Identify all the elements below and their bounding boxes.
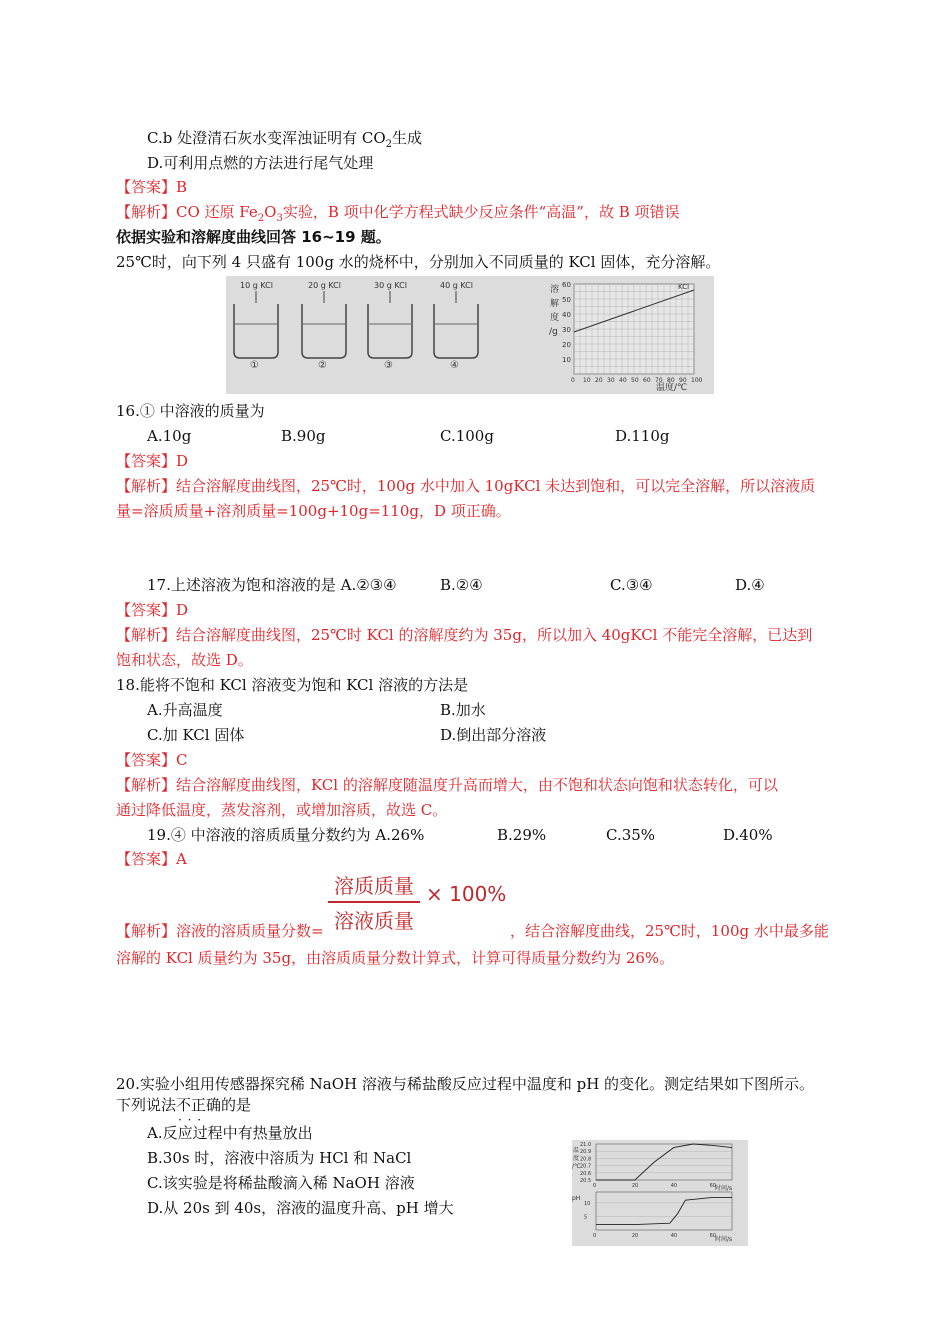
solubility-chart [549, 281, 703, 393]
sol-xtick-label: 40 [619, 377, 627, 384]
q15-answer: 【答案】B [116, 178, 188, 196]
ph-xtick-label: 60 [709, 1233, 716, 1239]
q18-option-c: C.加 KCl 固体 [147, 726, 245, 744]
temp-plot-area [596, 1144, 732, 1180]
q20-stem-2: 下列说法不正确 · · ·的是 [116, 1094, 251, 1116]
q16-option-d: D.110g [615, 427, 670, 445]
q19-analysis-1-post: ，结合溶解度曲线，25℃时，100g 水中最多能 [510, 922, 829, 940]
beaker-2 [302, 281, 346, 371]
q20-option-c: C.该实验是将稀盐酸滴入稀 NaOH 溶液 [147, 1174, 415, 1192]
q16-stem: 16.① 中溶液的质量为 [116, 402, 265, 420]
beaker-3-number: ③ [384, 360, 393, 371]
sol-xtick-label: 100 [691, 377, 703, 384]
sol-ytitle-1: 溶 [550, 285, 560, 295]
ph-curve [596, 1197, 732, 1224]
temp-ytick-label: 21.0 [580, 1142, 592, 1148]
sol-xtick-label: 90 [679, 377, 687, 384]
temp-xtick-label: 60 [709, 1183, 716, 1189]
temp-ytick-label: 20.7 [580, 1163, 592, 1170]
sol-ytick-label: 50 [562, 296, 571, 304]
q17-option-c: C.③④ [610, 576, 653, 594]
sol-xtick-label: 60 [643, 377, 651, 384]
mass-fraction-formula [328, 870, 507, 934]
beaker-4-label: 40 g KCl [440, 281, 473, 290]
q18-answer: 【答案】C [116, 751, 188, 769]
figure-temp-ph [572, 1140, 748, 1246]
q17-stem: 17.上述溶液为饱和溶液的是 A.②③④ [147, 576, 397, 594]
q19-analysis-1-pre: 【解析】溶液的溶质质量分数= [116, 922, 324, 940]
beaker-3-label: 30 g KCl [374, 281, 407, 290]
q19-option-b: B.29% [497, 826, 547, 844]
temp-ytick-label: 20.8 [580, 1156, 592, 1163]
q16-analysis-2: 量=溶质质量+溶剂质量=100g+10g=110g，D 项正确。 [116, 502, 511, 520]
group-heading: 依据实验和溶解度曲线回答 16~19 题。 [116, 228, 391, 246]
q17-option-d: D.④ [735, 576, 765, 594]
q16-answer: 【答案】D [116, 452, 189, 470]
q15-option-c: C.b 处澄清石灰水变浑浊证明有 $CO_2$生成 [147, 129, 423, 150]
sol-ytitle-3: 度 [550, 313, 560, 323]
ph-xtick-label: 20 [631, 1233, 639, 1239]
sol-xtitle: 温度/℃ [656, 383, 688, 393]
q16-option-c: C.100g [440, 427, 494, 445]
formula-numerator: 溶质质量 [334, 874, 414, 898]
sol-xtick-label: 10 [583, 377, 591, 384]
q19-stem: 19.④ 中溶液的溶质质量分数约为 A.26% [147, 826, 425, 844]
sol-xtick-label: 20 [595, 377, 603, 384]
temp-ytick-label: 20.5 [580, 1178, 592, 1184]
ph-ytick-label: 10 [584, 1200, 591, 1207]
q17-option-b: B.②④ [440, 576, 483, 594]
beaker-1-label: 10 g KCl [240, 281, 273, 290]
sol-ytick-label: 60 [562, 281, 571, 289]
q19-option-d: D.40% [723, 826, 773, 844]
temp-chart [580, 1142, 732, 1189]
figure-beakers-svg [226, 276, 714, 394]
q15-analysis: 【解析】CO 还原 $Fe_2O_3$实验，B 项中化学方程式缺少反应条件“高温”，故 B 项错误 [116, 203, 680, 224]
temp-xtick-label: 20 [631, 1183, 639, 1189]
q18-stem: 18.能将不饱和 KCl 溶液变为饱和 KCl 溶液的方法是 [116, 676, 469, 694]
q20-option-d: D.从 20s 到 40s，溶液的温度升高、pH 增大 [147, 1199, 454, 1217]
temp-ytick-label: 20.9 [580, 1149, 592, 1156]
sol-ytick-label: 30 [562, 326, 571, 334]
q18-option-d: D.倒出部分溶液 [440, 726, 547, 744]
ph-xlabel: 时间/s [715, 1236, 733, 1243]
beaker-1-number: ① [250, 360, 259, 371]
q20-option-a: A.反应过程中有热量放出 [147, 1124, 313, 1142]
q16-option-b: B.90g [281, 427, 326, 445]
sol-ytick-label: 40 [562, 311, 571, 319]
sol-xtick-label: 50 [631, 377, 639, 384]
beaker-4 [434, 281, 478, 371]
temp-ylabel-1: 温 [573, 1147, 580, 1154]
temp-ylabel-2: 度 [573, 1155, 580, 1162]
ph-ytick-label: 5 [584, 1214, 588, 1221]
temp-ylabel-3: /℃ [572, 1163, 581, 1170]
beaker-1 [234, 281, 278, 371]
q20-stem-1: 20.实验小组用传感器探究稀 NaOH 溶液与稀盐酸反应过程中温度和 pH 的变化。测定结果如下图所示。 [116, 1075, 815, 1093]
temp-curve [596, 1144, 732, 1180]
emphasis-not-correct: 不正确 · · · [176, 1096, 221, 1114]
ph-xtick-label: 40 [670, 1233, 678, 1239]
formula-multiplier: × 100% [426, 882, 507, 906]
beaker-2-number: ② [318, 360, 327, 371]
figure-temp-ph-svg [572, 1140, 748, 1246]
q19-answer: 【答案】A [116, 850, 187, 868]
q16-option-a: A.10g [147, 427, 192, 445]
beaker-2-label: 20 g KCl [308, 281, 341, 290]
sol-xtick-label: 30 [607, 377, 615, 384]
ph-ylabel: pH [572, 1195, 581, 1202]
sol-xtick-label: 0 [571, 377, 575, 384]
sol-ytitle-2: 解 [550, 299, 560, 309]
q16-analysis-1: 【解析】结合溶解度曲线图，25℃时，100g 水中加入 10gKCl 未达到饱和，可以完全溶解，所以溶液质 [116, 477, 816, 495]
formula-denominator: 溶液质量 [334, 909, 414, 933]
sol-xtick-label: 80 [667, 377, 675, 384]
temp-xtick-label: 0 [593, 1183, 597, 1189]
q17-analysis-2: 饱和状态，故选 D。 [116, 651, 253, 669]
ph-xtick-label: 0 [593, 1233, 597, 1239]
q20-option-b: B.30s 时，溶液中溶质为 HCl 和 NaCl [147, 1149, 412, 1167]
q19-analysis-2: 溶解的 KCl 质量约为 35g，由溶质质量分数计算式，计算可得质量分数约为 26%。 [116, 949, 675, 967]
temp-xlabel: 时间/s [715, 1185, 733, 1192]
q18-option-b: B.加水 [440, 701, 486, 719]
figure-beakers-solubility [226, 276, 714, 394]
sol-ytitle-4: /g [549, 327, 558, 337]
q18-option-a: A.升高温度 [147, 701, 223, 719]
temp-ytick-label: 20.6 [580, 1170, 592, 1177]
intro-text: 25℃时，向下列 4 只盛有 100g 水的烧杯中，分别加入不同质量的 KCl 固体，充分溶解。 [116, 253, 721, 271]
q18-analysis-2: 通过降低温度，蒸发溶剂，或增加溶质，故选 C。 [116, 801, 448, 819]
beaker-4-number: ④ [450, 360, 459, 371]
sol-ytick-label: 10 [562, 356, 571, 364]
q15-option-d: D.可利用点燃的方法进行尾气处理 [147, 154, 374, 172]
beaker-3 [368, 281, 412, 371]
sol-series-label: KCl [678, 283, 690, 291]
q18-analysis-1: 【解析】结合溶解度曲线图，KCl 的溶解度随温度升高而增大，由不饱和状态向饱和状态转化，可以 [116, 776, 778, 794]
q17-analysis-1: 【解析】结合溶解度曲线图，25℃时 KCl 的溶解度约为 35g，所以加入 40gKCl 不能完全溶解，已达到 [116, 626, 813, 644]
sol-xtick-label: 70 [655, 377, 663, 384]
sol-ytick-label: 20 [562, 341, 571, 349]
q19-option-c: C.35% [606, 826, 656, 844]
fraction-bar [328, 901, 420, 903]
ph-chart [584, 1192, 732, 1239]
temp-xtick-label: 40 [670, 1183, 678, 1189]
q17-answer: 【答案】D [116, 601, 189, 619]
